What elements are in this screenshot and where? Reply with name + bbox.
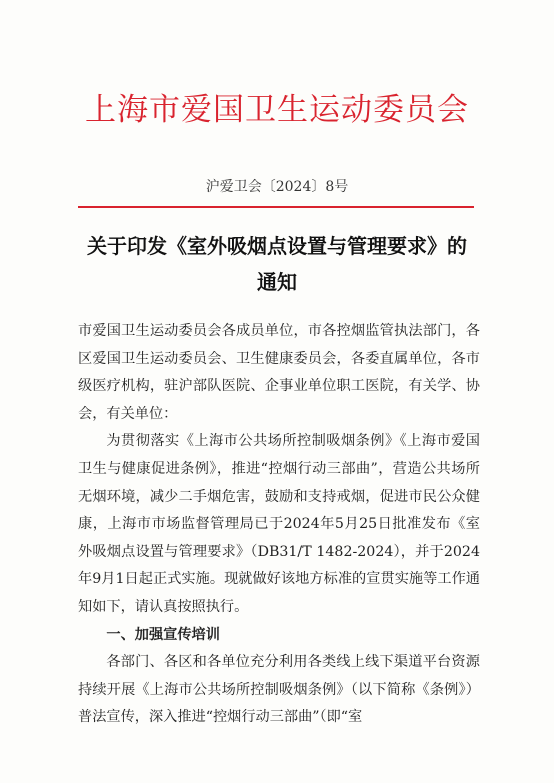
intro-paragraph: 为贯彻落实《上海市公共场所控制吸烟条例》《上海市爱国卫生与健康促进条例》，推进“控烟行动三部曲”，营造公共场所无烟环境，减少二手烟危害，鼓励和支持戒烟，促进市民公众健康，上海市市场监督管理局已于2024年5月25日批准发布《室外吸烟点设置与管理要求》（DB31/T 1482-2024），并于2024年9月1日起正式实施。现就做好该地方标准的宣贯实施等工作通知如下，请认真按照执行。 — [78, 433, 480, 615]
addressees-paragraph: 市爱国卫生运动委员会各成员单位，市各控烟监管执法部门，各区爱国卫生运动委员会、卫生健康委员会，各委直属单位，各市级医疗机构，驻沪部队医院、企事业单位职工医院，有关学、协会，有关单位： — [78, 323, 480, 422]
red-separator-line — [78, 206, 474, 208]
issuing-organization-header: 上海市爱国卫生运动委员会 — [85, 92, 469, 128]
document-title — [60, 228, 494, 300]
document-number: 沪爱卫会〔2024〕8号 — [205, 179, 349, 195]
section-1-paragraph: 各部门、各区和各单位充分利用各类线上线下渠道平台资源持续开展《上海市公共场所控制吸烟条例》（以下简称《条例》）普法宣传，深入推进“控烟行动三部曲”（即“室 — [78, 654, 480, 726]
title-line-1: 关于印发《室外吸烟点设置与管理要求》的 — [87, 234, 467, 258]
document-body — [78, 318, 480, 732]
title-line-2: 通知 — [257, 270, 297, 294]
section-heading-1: 一、加强宣传培训 — [106, 626, 220, 643]
